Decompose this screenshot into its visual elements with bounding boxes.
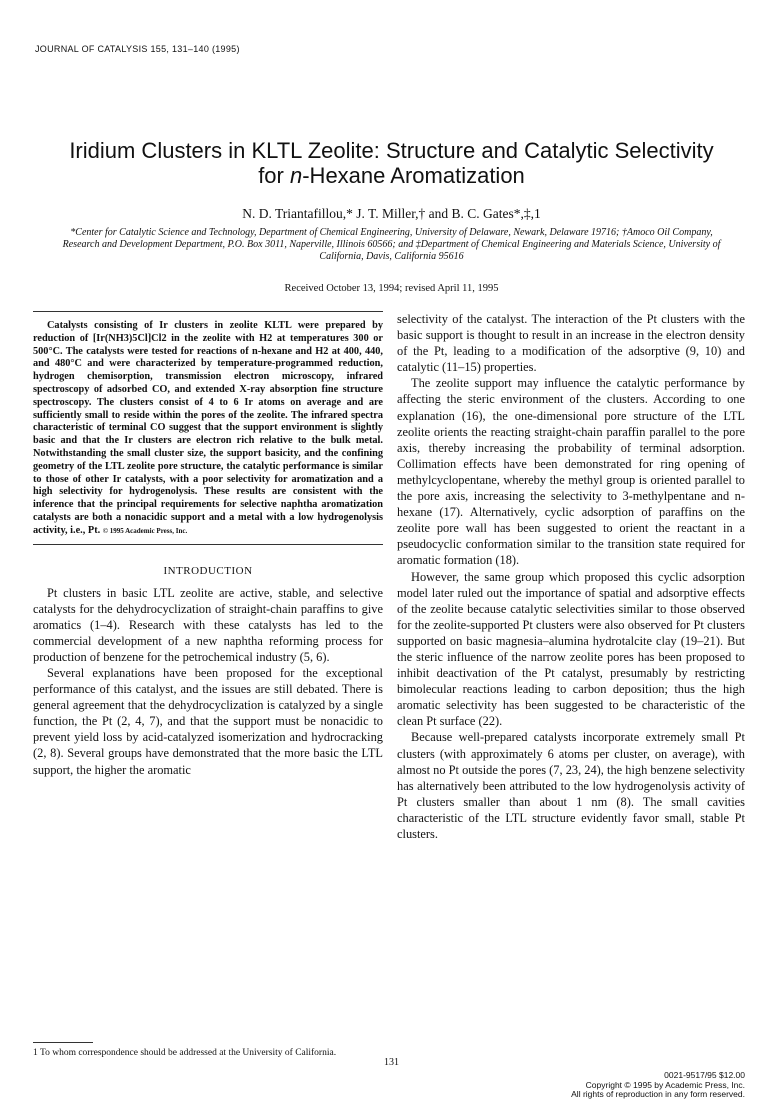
copyright-block — [571, 1071, 745, 1100]
body-paragraph: However, the same group which proposed this cyclic adsorption model later ruled out the importance of spatial and adsorptive effects of the zeolite because catalytic selectivities similar to those observed for the zeolite-supported Pt clusters were also observed for Pt clusters supported on basic magnesia–alumina hydrotalcite clay (19–21). But the steric influence of the narrow zeolite pores has been proposed to inhibit deactivation of the Pt catalyst, presumably by restricting bimolecular reactions leading to carbon deposition; thus the high aromatic selectivity has been suggested to be characteristic of the clean Pt surface (22). — [397, 569, 745, 729]
abstract — [33, 320, 383, 538]
issn-price: 0021-9517/95 $12.00 — [664, 1070, 745, 1080]
abstract-bottom-rule — [33, 544, 383, 545]
right-column — [397, 311, 745, 842]
section-heading: INTRODUCTION — [163, 564, 253, 577]
abstract-text: Catalysts consisting of Ir clusters in zeolite KLTL were prepared by reduction of [Ir(NH3)5Cl]Cl2 in the zeolite with H2 at temperatures 300 or 500°C. The catalysts were tested for reactions of n-hexane and H2 at 400, 440, and 480°C and were characterized by temperature-programmed reduction, hydrogen chemisorption, transmission electron microscopy, infrared spectroscopy of adsorbed CO, and extended X-ray absorption fine structure spectroscopy. The clusters consist of 4 to 6 Ir atoms on average and are sufficiently small to reside within the pores of the zeolite. The infrared spectra characteristic of terminal CO suggest that the support environment is slightly basic and that the Ir clusters are electron rich relative to the bulk metal. Notwithstanding the small cluster size, the support basicity, and the confining geometry of the LTL zeolite pore structure, the catalytic performance is similar to those of other Ir catalysts, with a poor selectivity for aromatization and a high selectivity for hydrogenolysis. These results are consistent with the inference that the principal requirements for selective naphtha aromatization catalysts are both a nonacidic support and a metal with a low hydrogenolysis activity, i.e., Pt. — [33, 320, 383, 536]
body-paragraph: Because well-prepared catalysts incorporate extremely small Pt clusters (with approximately 6 atoms per cluster, on average), with almost no Pt outside the pores (7, 23, 24), the high benzene selectivity has alternatively been attributed to the low hydrogenolysis activity of Pt clusters smaller than about 1 nm (8). The small cavities characteristic of the LTL structure evidently favor small, stable Pt clusters. — [397, 730, 745, 841]
authors: N. D. Triantafillou,* J. T. Miller,† and B. C. Gates*,‡,1 — [242, 206, 541, 221]
body-paragraph: Pt clusters in basic LTL zeolite are active, stable, and selective catalysts for the dehydrocyclization of straight-chain paraffins to give aromatics (1–4). Research with these catalysts has led to the commercial development of a new naphtha reforming process for production of benzene for the petrochemical industry (5, 6). — [33, 585, 383, 664]
page-number: 131 — [384, 1057, 399, 1068]
title-line-2: for n-Hexane Aromatization — [258, 163, 525, 188]
footnote: 1 To whom correspondence should be addressed at the University of California. — [33, 1048, 337, 1058]
abstract-copyright: © 1995 Academic Press, Inc. — [102, 526, 188, 535]
abstract-top-rule — [33, 311, 383, 312]
title-line-1: Iridium Clusters in KLTL Zeolite: Structure and Catalytic Selectivity — [69, 138, 714, 163]
paper-title — [30, 138, 753, 188]
copyright-line: Copyright © 1995 by Academic Press, Inc. — [585, 1079, 745, 1090]
affiliations: *Center for Catalytic Science and Technology, Department of Chemical Engineering, University of Delaware, Newark, Delaware 19716; †Amoco Oil Company, Research and Development Department, P.O. Box 3011, Naperville, Illinois 60566; and ‡Department of Chemical Engineering and Materials Science, University of California, Davis, California 95616 — [62, 227, 721, 262]
left-column — [33, 311, 383, 778]
footnote-rule — [33, 1042, 93, 1043]
body-paragraph: selectivity of the catalyst. The interaction of the Pt clusters with the basic support is thought to result in an increase in the electron density of the Pt, leading to a modification of the adsorptive (9, 10) and catalytic (11–15) properties. — [397, 312, 745, 375]
rights-line: All rights of reproduction in any form reserved. — [571, 1089, 745, 1099]
received-date: Received October 13, 1994; revised April 11, 1995 — [284, 283, 499, 294]
body-paragraph: The zeolite support may influence the catalytic performance by affecting the steric environment of the clusters. According to one explanation (16), the one-dimensional pore structure of the LTL zeolite orients the reacting straight-chain paraffin parallel to the pore axis, thereby increasing the probability of terminal adsorption. Collimation effects have been demonstrated for ring opening of methylcyclopentane, whereby the methyl group is oriented parallel to the pore axis, increasing the selectivity to 3-methylpentane and n-hexane (17). Alternatively, cyclic adsorption of paraffins on the zeolite pore wall has been suggested to orient the reactant in a pseudocyclic conformation similar to the transition state required for aromatic formation (18). — [397, 376, 745, 568]
journal-header: JOURNAL OF CATALYSIS 155, 131–140 (1995) — [35, 44, 240, 54]
body-paragraph: Several explanations have been proposed for the exceptional performance of this catalyst, and the issues are still debated. There is general agreement that the dehydrocyclization is catalyzed by a single function, the Pt (2, 4, 7), and that the support must be nonacidic to prevent yield loss by acid-catalyzed isomerization and hydrocracking (2, 8). Several groups have demonstrated that the more basic the LTL support, the higher the aromatic — [33, 666, 383, 777]
